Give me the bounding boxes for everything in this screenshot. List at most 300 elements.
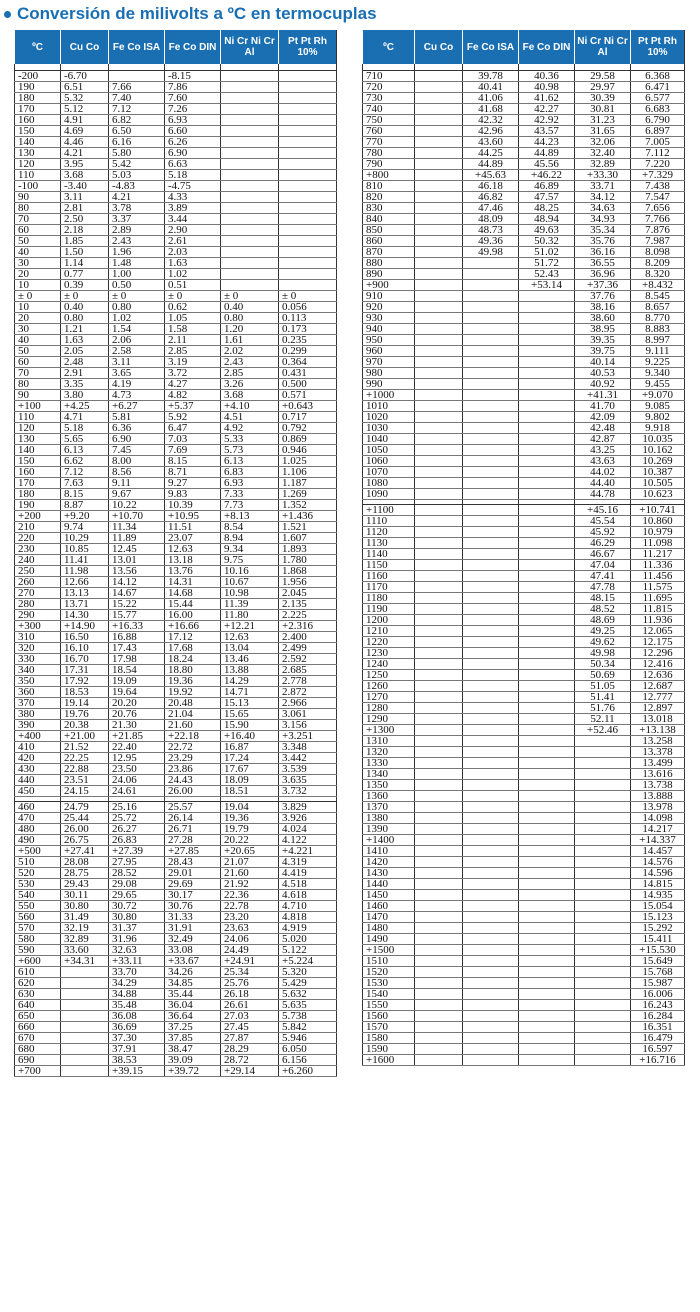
table-row — [363, 813, 685, 824]
table-cell: 13.18 — [165, 555, 221, 566]
table-cell — [61, 1066, 109, 1077]
table-cell: 520 — [15, 868, 61, 879]
table-cell: 480 — [15, 824, 61, 835]
table-cell — [415, 538, 463, 549]
table-cell — [519, 505, 575, 516]
table-cell: 5.18 — [61, 423, 109, 434]
table-cell: 7.220 — [631, 159, 685, 170]
table-cell — [575, 1055, 631, 1066]
table-cell: 32.40 — [575, 148, 631, 159]
table-cell — [463, 357, 519, 368]
table-cell — [575, 780, 631, 791]
table-cell — [519, 890, 575, 901]
table-cell: 180 — [15, 93, 61, 104]
table-cell: 15.13 — [221, 698, 279, 709]
table-cell: 670 — [15, 1033, 61, 1044]
table-cell: 1470 — [363, 912, 415, 923]
table-cell: 26.71 — [165, 824, 221, 835]
table-cell: 19.79 — [221, 824, 279, 835]
table-cell — [415, 434, 463, 445]
table-cell: 42.09 — [575, 412, 631, 423]
table-cell: 6.577 — [631, 93, 685, 104]
table-cell: 990 — [363, 379, 415, 390]
table-cell: 9.085 — [631, 401, 685, 412]
table-cell: 33.70 — [109, 967, 165, 978]
table-cell: 2.90 — [165, 225, 221, 236]
header-cu-co: Cu Co — [415, 30, 463, 64]
table-cell: +8.432 — [631, 280, 685, 291]
table-cell: +33.11 — [109, 956, 165, 967]
table-cell: 710 — [363, 71, 415, 82]
table-cell: 0.571 — [279, 390, 337, 401]
table-cell: 11.336 — [631, 560, 685, 571]
table-cell: 370 — [15, 698, 61, 709]
table-cell — [463, 901, 519, 912]
table-cell: 12.897 — [631, 703, 685, 714]
table-cell — [221, 225, 279, 236]
table-cell: 1290 — [363, 714, 415, 725]
table-cell — [463, 390, 519, 401]
table-cell: 760 — [363, 126, 415, 137]
table-row — [363, 857, 685, 868]
table-cell: +12.21 — [221, 621, 279, 632]
table-cell: 6.90 — [165, 148, 221, 159]
table-row — [15, 368, 337, 379]
table-cell — [415, 857, 463, 868]
table-cell: 28.72 — [221, 1055, 279, 1066]
table-cell: 1530 — [363, 978, 415, 989]
table-cell: 19.36 — [221, 813, 279, 824]
table-cell: 10.979 — [631, 527, 685, 538]
table-cell: 4.919 — [279, 923, 337, 934]
table-row — [363, 434, 685, 445]
table-cell: 40.36 — [519, 71, 575, 82]
table-row — [15, 676, 337, 687]
table-cell — [463, 571, 519, 582]
table-cell: 16.70 — [61, 654, 109, 665]
table-cell — [415, 890, 463, 901]
table-cell: 18.51 — [221, 786, 279, 797]
table-cell: 2.05 — [61, 346, 109, 357]
table-row — [363, 313, 685, 324]
table-cell: 920 — [363, 302, 415, 313]
table-cell — [463, 582, 519, 593]
table-cell: 1250 — [363, 670, 415, 681]
table-row — [15, 1000, 337, 1011]
table-cell — [463, 879, 519, 890]
table-cell: 230 — [15, 544, 61, 555]
table-row — [15, 654, 337, 665]
table-row — [15, 1033, 337, 1044]
table-cell: 29.58 — [575, 71, 631, 82]
table-cell — [463, 714, 519, 725]
table-row — [15, 813, 337, 824]
table-cell — [415, 692, 463, 703]
table-row — [363, 846, 685, 857]
table-cell: +16.716 — [631, 1055, 685, 1066]
table-cell: 140 — [15, 137, 61, 148]
table-cell: 430 — [15, 764, 61, 775]
table-cell: 6.26 — [165, 137, 221, 148]
table-row — [363, 71, 685, 82]
table-row — [363, 258, 685, 269]
table-cell: 1520 — [363, 967, 415, 978]
table-cell — [415, 560, 463, 571]
table-cell — [221, 159, 279, 170]
table-cell: 140 — [15, 445, 61, 456]
table-cell: +33.67 — [165, 956, 221, 967]
table-cell: 2.81 — [61, 203, 109, 214]
table-row — [15, 945, 337, 956]
table-cell: 1130 — [363, 538, 415, 549]
table-cell: +1300 — [363, 725, 415, 736]
table-cell: 1070 — [363, 467, 415, 478]
table-cell: 5.738 — [279, 1011, 337, 1022]
table-cell: 7.73 — [221, 500, 279, 511]
table-row — [15, 478, 337, 489]
table-cell: 42.48 — [575, 423, 631, 434]
table-cell — [415, 280, 463, 291]
table-cell: ± 0 — [165, 291, 221, 302]
table-row — [15, 599, 337, 610]
table-cell: 10.860 — [631, 516, 685, 527]
table-cell: 16.479 — [631, 1033, 685, 1044]
table-cell: 35.76 — [575, 236, 631, 247]
table-cell — [415, 934, 463, 945]
table-cell: 1.106 — [279, 467, 337, 478]
table-cell: 30.72 — [109, 901, 165, 912]
table-cell: 13.04 — [221, 643, 279, 654]
table-cell: 8.657 — [631, 302, 685, 313]
table-row — [363, 390, 685, 401]
table-cell: 14.815 — [631, 879, 685, 890]
table-row — [15, 643, 337, 654]
table-cell — [519, 582, 575, 593]
table-cell: 2.50 — [61, 214, 109, 225]
table-cell — [463, 692, 519, 703]
table-row — [363, 456, 685, 467]
table-cell — [415, 423, 463, 434]
table-cell: 870 — [363, 247, 415, 258]
table-cell — [575, 857, 631, 868]
table-cell: 5.122 — [279, 945, 337, 956]
table-cell: 11.098 — [631, 538, 685, 549]
table-cell: 10.035 — [631, 434, 685, 445]
table-row — [363, 626, 685, 637]
table-row — [15, 687, 337, 698]
table-cell — [575, 1011, 631, 1022]
table-cell: 2.135 — [279, 599, 337, 610]
table-cell — [279, 280, 337, 291]
table-cell — [463, 412, 519, 423]
table-cell — [415, 604, 463, 615]
table-cell: 25.57 — [165, 802, 221, 813]
table-cell: 580 — [15, 934, 61, 945]
table-cell: 50.69 — [575, 670, 631, 681]
table-row — [363, 681, 685, 692]
table-cell: 35.44 — [165, 989, 221, 1000]
table-cell: 4.82 — [165, 390, 221, 401]
table-row — [15, 555, 337, 566]
table-cell: 51.41 — [575, 692, 631, 703]
table-cell: 4.69 — [61, 126, 109, 137]
table-cell — [279, 192, 337, 203]
table-cell — [221, 170, 279, 181]
table-cell: 16.88 — [109, 632, 165, 643]
table-cell: +1000 — [363, 390, 415, 401]
table-cell: 3.35 — [61, 379, 109, 390]
table-row — [363, 692, 685, 703]
table-cell — [415, 967, 463, 978]
table-cell: +4.25 — [61, 401, 109, 412]
table-row — [15, 192, 337, 203]
table-cell — [415, 593, 463, 604]
table-cell: 29.01 — [165, 868, 221, 879]
table-cell: 0.717 — [279, 412, 337, 423]
table-cell — [463, 791, 519, 802]
table-cell: +29.14 — [221, 1066, 279, 1077]
table-cell: 39.35 — [575, 335, 631, 346]
table-cell: 23.29 — [165, 753, 221, 764]
table-cell — [463, 1044, 519, 1055]
table-cell: +1500 — [363, 945, 415, 956]
table-cell — [415, 901, 463, 912]
table-cell: 13.499 — [631, 758, 685, 769]
table-cell: 23.07 — [165, 533, 221, 544]
table-cell: 8.997 — [631, 335, 685, 346]
table-cell: 44.02 — [575, 467, 631, 478]
table-cell: 3.11 — [109, 357, 165, 368]
table-cell — [463, 505, 519, 516]
table-cell — [415, 615, 463, 626]
table-cell — [519, 593, 575, 604]
table-cell — [519, 769, 575, 780]
table-cell — [575, 846, 631, 857]
table-cell: ± 0 — [15, 291, 61, 302]
table-cell: 30.80 — [109, 912, 165, 923]
table-cell: 1.868 — [279, 566, 337, 577]
header-ni-cr-ni-cr-al: Ni Cr Ni Cr Al — [221, 30, 279, 64]
table-cell: 860 — [363, 236, 415, 247]
table-cell — [221, 71, 279, 82]
table-cell — [415, 390, 463, 401]
table-cell: 15.292 — [631, 923, 685, 934]
table-cell: 5.32 — [61, 93, 109, 104]
table-row — [363, 82, 685, 93]
table-cell — [519, 412, 575, 423]
table-cell: 840 — [363, 214, 415, 225]
table-cell — [575, 868, 631, 879]
table-cell — [463, 659, 519, 670]
table-cell: 36.64 — [165, 1011, 221, 1022]
table-cell: 14.68 — [165, 588, 221, 599]
table-cell: 32.89 — [575, 159, 631, 170]
table-row — [15, 923, 337, 934]
table-cell: 4.818 — [279, 912, 337, 923]
table-cell: 21.92 — [221, 879, 279, 890]
table-cell: 6.82 — [109, 115, 165, 126]
table-cell: 5.18 — [165, 170, 221, 181]
table-cell — [463, 923, 519, 934]
table-cell: 3.68 — [221, 390, 279, 401]
table-cell — [463, 1033, 519, 1044]
table-cell — [415, 758, 463, 769]
table-cell: 970 — [363, 357, 415, 368]
table-cell: 3.26 — [221, 379, 279, 390]
table-cell: 3.061 — [279, 709, 337, 720]
table-cell: 590 — [15, 945, 61, 956]
table-row — [363, 879, 685, 890]
table-cell: 7.438 — [631, 181, 685, 192]
table-cell: 1.956 — [279, 577, 337, 588]
table-cell — [415, 846, 463, 857]
table-row — [363, 560, 685, 571]
table-cell — [519, 302, 575, 313]
table-cell: 34.88 — [109, 989, 165, 1000]
table-cell: 23.51 — [61, 775, 109, 786]
header-fe-co-isa: Fe Co ISA — [463, 30, 519, 64]
table-cell: 27.45 — [221, 1022, 279, 1033]
table-cell: 38.95 — [575, 324, 631, 335]
table-cell: 47.78 — [575, 582, 631, 593]
table-row — [15, 203, 337, 214]
table-cell — [463, 824, 519, 835]
table-cell: 810 — [363, 181, 415, 192]
table-cell — [415, 93, 463, 104]
table-row — [363, 148, 685, 159]
table-cell: 1.58 — [165, 324, 221, 335]
table-cell: 880 — [363, 258, 415, 269]
table-cell: 160 — [15, 115, 61, 126]
table-cell: 30.17 — [165, 890, 221, 901]
table-cell: 2.85 — [165, 346, 221, 357]
table-cell: 1570 — [363, 1022, 415, 1033]
table-cell: 830 — [363, 203, 415, 214]
table-cell: 19.92 — [165, 687, 221, 698]
table-cell: 7.12 — [109, 104, 165, 115]
table-cell — [463, 868, 519, 879]
table-cell: 10.16 — [221, 566, 279, 577]
table-cell: 30.76 — [165, 901, 221, 912]
table-cell: 130 — [15, 148, 61, 159]
table-cell: 9.67 — [109, 489, 165, 500]
table-row — [15, 786, 337, 797]
table-cell: 5.03 — [109, 170, 165, 181]
table-cell: 40.53 — [575, 368, 631, 379]
table-cell: +27.85 — [165, 846, 221, 857]
table-cell — [415, 313, 463, 324]
table-cell: 14.29 — [221, 676, 279, 687]
table-cell — [519, 560, 575, 571]
table-cell — [575, 736, 631, 747]
table-cell: 49.98 — [575, 648, 631, 659]
table-row — [363, 769, 685, 780]
table-cell: 850 — [363, 225, 415, 236]
table-cell: 34.85 — [165, 978, 221, 989]
table-cell: 270 — [15, 588, 61, 599]
table-cell — [415, 368, 463, 379]
table-row — [363, 379, 685, 390]
table-cell: 10.162 — [631, 445, 685, 456]
table-cell: 1320 — [363, 747, 415, 758]
table-cell: +21.00 — [61, 731, 109, 742]
table-row — [363, 956, 685, 967]
table-row — [15, 236, 337, 247]
table-cell: +21.85 — [109, 731, 165, 742]
table-row — [363, 324, 685, 335]
table-cell: 360 — [15, 687, 61, 698]
table-row — [15, 390, 337, 401]
table-cell: +27.41 — [61, 846, 109, 857]
table-cell: 23.20 — [221, 912, 279, 923]
table-cell — [463, 637, 519, 648]
table-cell: 38.53 — [109, 1055, 165, 1066]
table-cell — [519, 1033, 575, 1044]
table-cell: 540 — [15, 890, 61, 901]
table-cell: 650 — [15, 1011, 61, 1022]
table-cell: 450 — [15, 786, 61, 797]
table-cell: 1.63 — [61, 335, 109, 346]
table-cell — [279, 203, 337, 214]
table-cell: 26.75 — [61, 835, 109, 846]
table-cell: 50.32 — [519, 236, 575, 247]
table-cell: 1.025 — [279, 456, 337, 467]
table-cell: 14.217 — [631, 824, 685, 835]
table-cell — [415, 478, 463, 489]
table-cell — [463, 945, 519, 956]
table-cell: 5.320 — [279, 967, 337, 978]
table-cell — [519, 725, 575, 736]
header-cu-co: Cu Co — [61, 30, 109, 64]
table-cell — [519, 538, 575, 549]
table-cell — [415, 357, 463, 368]
table-cell — [519, 401, 575, 412]
table-cell: 11.456 — [631, 571, 685, 582]
table-cell: 2.48 — [61, 357, 109, 368]
table-cell: 20.76 — [109, 709, 165, 720]
table-row — [363, 989, 685, 1000]
table-cell: 8.098 — [631, 247, 685, 258]
table-row — [15, 868, 337, 879]
table-cell: 18.80 — [165, 665, 221, 676]
table-cell: 4.518 — [279, 879, 337, 890]
table-cell: 48.15 — [575, 593, 631, 604]
table-cell: 8.883 — [631, 324, 685, 335]
table-cell: 2.61 — [165, 236, 221, 247]
table-row — [363, 725, 685, 736]
table-cell: 7.656 — [631, 203, 685, 214]
table-row — [363, 280, 685, 291]
table-cell: 26.00 — [61, 824, 109, 835]
table-cell: 6.93 — [221, 478, 279, 489]
table-cell — [61, 989, 109, 1000]
table-cell: 1480 — [363, 923, 415, 934]
table-row — [363, 1033, 685, 1044]
table-cell: 32.63 — [109, 945, 165, 956]
table-row — [15, 357, 337, 368]
table-cell: 40.14 — [575, 357, 631, 368]
table-cell: 43.63 — [575, 456, 631, 467]
table-cell: 9.11 — [109, 478, 165, 489]
table-cell: 51.76 — [575, 703, 631, 714]
table-cell — [463, 615, 519, 626]
table-cell: 18.24 — [165, 654, 221, 665]
table-cell: 40.41 — [463, 82, 519, 93]
table-cell: 1.63 — [165, 258, 221, 269]
table-row — [15, 533, 337, 544]
table-cell: 12.63 — [221, 632, 279, 643]
table-cell: 37.91 — [109, 1044, 165, 1055]
